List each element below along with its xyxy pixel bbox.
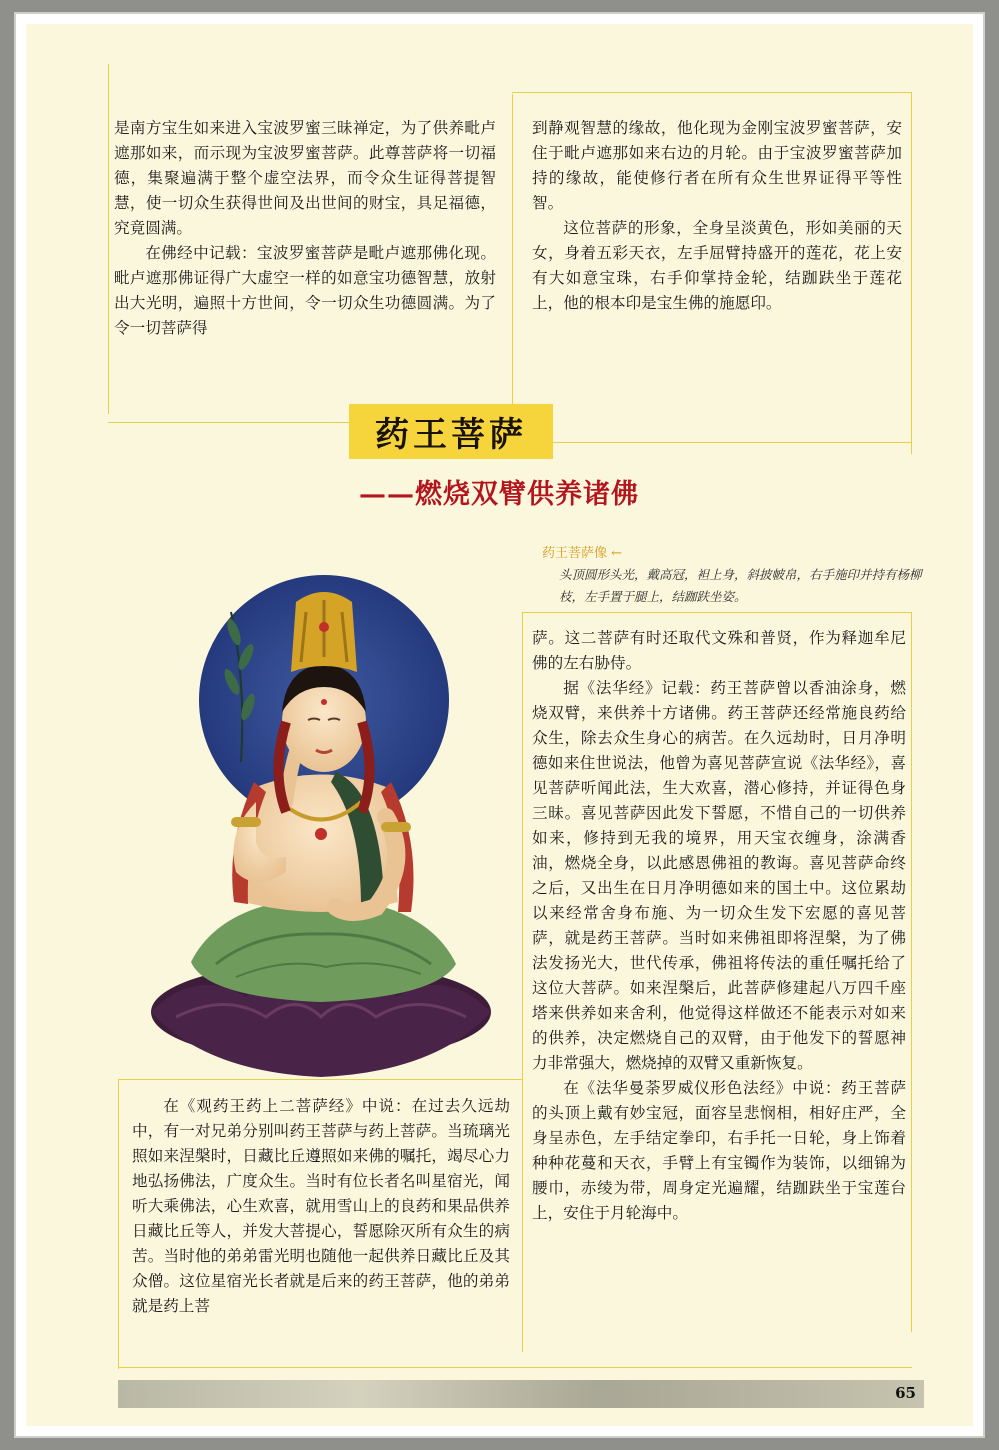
page-frame [14,12,985,1438]
bottom-left-column [132,1094,510,1319]
paper [26,24,973,1426]
top-left-column [114,116,496,341]
bodhisattva-illustration [136,572,506,1084]
legs-robe [191,897,456,1002]
rule-right-middle-top [522,612,912,613]
page-number: 65 [895,1384,916,1402]
paragraph: 在佛经中记载：宝波罗蜜菩萨是毗卢遮那佛化现。毗卢遮那佛证得广大虚空一样的如意宝功德智慧，放射出大光明，遍照十方世间，令一切众生功德圆满。为了令一切菩萨得 [114,244,496,337]
footer-bar [118,1380,924,1408]
rule-bottom [118,1367,912,1368]
paragraph: 是南方宝生如来进入宝波罗蜜三昧禅定，为了供养毗卢遮那如来，而示现为宝波罗蜜菩萨。此尊菩萨将一切福德，集聚遍满于整个虚空法界，而令众生证得菩提智慧，使一切众生获得世间及出世间的财宝，具足福德，究竟圆满。 [114,119,496,237]
right-column [532,626,906,1226]
rule-left-top [108,64,109,414]
section-title: 药王菩萨 [349,404,553,459]
paragraph: 据《法华经》记载：药王菩萨曾以香油涂身，燃烧双臂，来供养十方诸佛。药王菩萨还经常施良药给众生，除去众生身心的病苦。在久远劫时，日月净明德如来住世说法，他曾为喜见菩萨宣说《法华经》，喜见菩萨听闻此法，生大欢喜，潜心修持，并证得色身三昧。喜见菩萨因此发下誓愿，不惜自己的一切供养如来，修持到无我的境界，用天宝衣缠身，涂满香油，燃烧全身，以此感恩佛祖的教诲。喜见菩萨命终之后，又出生在日月净明德如来的国土中。这位累劫以来经常舍身布施、为一切众生发下宏愿的喜见菩萨，就是药王菩萨。当时如来佛祖即将涅槃，为了佛法发扬光大，世代传承，佛祖将传法的重任嘱托给了这位大菩萨。如来涅槃后，此菩萨修建起八万四千座塔来供养如来舍利，他觉得这样做还不能表示对如来的供养，决定燃烧自己的双臂，由于他发下的誓愿神力非常强大，燃烧掉的双臂又重新恢复。 [532,679,906,1072]
crown [291,592,357,672]
rule-right-middle [911,612,912,1332]
rule-left-bottom [118,1079,119,1369]
section-subtitle: ——燃烧双臂供养诸佛 [359,479,639,510]
rule-center-top [512,94,513,424]
image-caption-body: 头顶圆形头光，戴高冠，袒上身，斜披帔帛，右手施印并持有杨柳枝，左手置于腿上，结跏趺坐姿。 [559,567,922,604]
rule-center-bottom [522,612,523,1352]
rule-title-right [512,442,912,443]
paragraph: 这位菩萨的形象，全身呈淡黄色，形如美丽的天女，身着五彩天衣，左手屈臂持盛开的莲花，花上安有大如意宝珠，右手仰掌持金轮，结跏趺坐于莲花上，他的根本印是宝生佛的施愿印。 [532,219,902,312]
paragraph: 萨。这二菩萨有时还取代文殊和普贤，作为释迦牟尼佛的左右胁侍。 [532,629,906,672]
paragraph: 到静观智慧的缘故，他化现为金刚宝波罗蜜菩萨，安住于毗卢遮那如来右边的月轮。由于宝波罗蜜菩萨加持的缘故，能使修行者在所有众生世界证得平等性智。 [532,119,902,212]
rule-top-right [512,92,912,93]
image-caption-title: 药王菩萨像 ← [542,546,623,561]
rule-right-top [911,92,912,454]
paragraph: 在《观药王药上二菩萨经》中说：在过去久远劫中，有一对兄弟分别叫药王菩萨与药上菩萨。当琉璃光照如来涅槃时，日藏比丘遵照如来佛的嘱托，竭尽心力地弘扬佛法，广度众生。当时有位长者名叫星宿光，闻听大乘佛法，心生欢喜，就用雪山上的良药和果品供养日藏比丘等人，并发大菩提心，誓愿除灭所有众生的病苦。当时他的弟弟雷光明也随他一起供养日藏比丘及其众僧。这位星宿光长者就是后来的药王菩萨，他的弟弟就是药上菩 [132,1097,510,1315]
top-right-column [532,116,902,316]
paragraph: 在《法华曼荼罗威仪形色法经》中说：药王菩萨的头顶上戴有妙宝冠，面容呈悲悯相，相好庄严，全身呈赤色，左手结定拳印，右手托一日轮，身上饰着种种花蔓和天衣，手臂上有宝镯作为装饰，以细锦为腰巾，赤绫为带，周身定光遍耀，结跏趺坐于宝莲台上，安住于月轮海中。 [532,1079,906,1222]
